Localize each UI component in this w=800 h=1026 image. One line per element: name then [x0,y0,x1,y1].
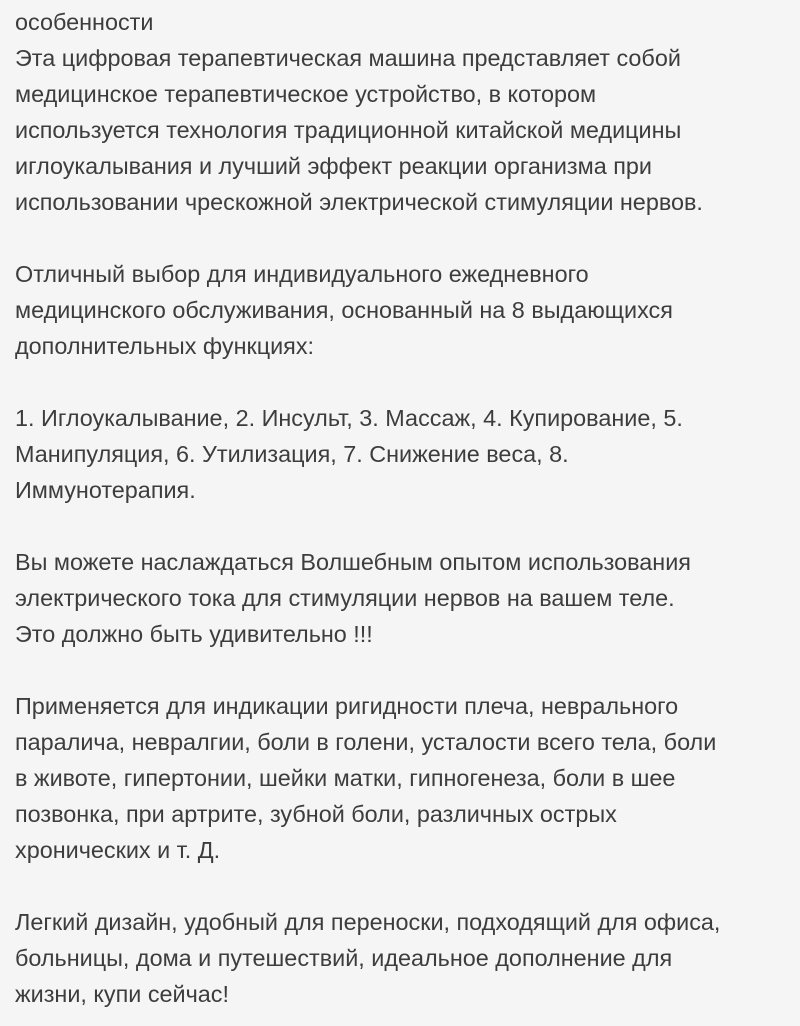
paragraph-line: Иммунотерапия. [15,477,196,503]
paragraph-line: Легкий дизайн, удобный для переноски, подходящий для офиса, [15,909,721,935]
paragraph-line: Применяется для индикации ригидности плеча, неврального [15,693,679,719]
paragraph-line: Вы можете наслаждаться Волшебным опытом использования [15,549,691,575]
paragraph-line: использовании чрескожной электрической стимуляции нервов. [15,189,703,215]
paragraph-line: больницы, дома и путешествий, идеальное дополнение для [15,945,673,971]
section-heading: особенности [15,9,154,35]
paragraph-functions-intro [15,256,790,364]
paragraph-line: медицинского обслуживания, основанный на 8 выдающихся [15,297,673,323]
paragraph-line: 1. Иглоукалывание, 2. Инсульт, 3. Массаж, 4. Купирование, 5. [15,405,683,431]
paragraph-line: Манипуляция, 6. Утилизация, 7. Снижение веса, 8. [15,441,569,467]
paragraph-line: дополнительных функциях: [15,333,315,359]
paragraph-line: Эта цифровая терапевтическая машина представляет собой [15,45,681,71]
paragraph-line: Это должно быть удивительно !!! [15,621,373,647]
paragraph-functions-list [15,400,790,508]
paragraph-line: в животе, гипертонии, шейки матки, гипногенеза, боли в шее [15,765,676,791]
paragraph-line: иглоукалывания и лучший эффект реакции организма при [15,153,652,179]
paragraph-line: жизни, купи сейчас! [15,981,229,1007]
paragraph-intro [15,40,790,220]
paragraph-line: электрического тока для стимуляции нервов на вашем теле. [15,585,675,611]
paragraph-experience [15,544,790,652]
paragraph-line: медицинское терапевтическое устройство, в котором [15,81,597,107]
paragraph-line: хронических и т. Д. [15,837,221,863]
paragraph-line: позвонка, при артрите, зубной боли, различных острых [15,801,617,827]
paragraph-line: Отличный выбор для индивидуального ежедневного [15,261,589,287]
paragraph-line: используется технология традиционной китайской медицины [15,117,682,143]
paragraph-indications [15,688,790,868]
paragraph-line: паралича, невралгии, боли в голени, усталости всего тела, боли [15,729,717,755]
paragraph-design [15,904,790,1012]
